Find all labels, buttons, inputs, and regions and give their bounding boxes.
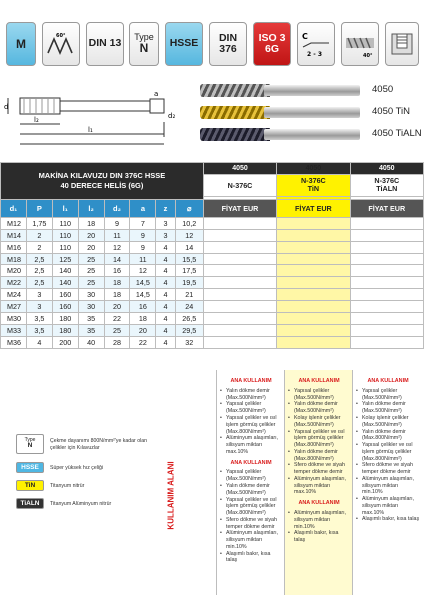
table-cell: M36 <box>1 336 27 348</box>
table-cell: 18 <box>104 277 130 289</box>
table-cell: 32 <box>175 336 203 348</box>
table-row <box>1 217 424 229</box>
tap-label-plain: 4050 <box>372 84 394 95</box>
price-cell <box>350 241 423 253</box>
usage-col-3: ANA KULLANIM • Yapısal çelikler (Max.500N/mm²) • Yalın dökme demir (Max.500N/mm²) • Kolay işlenir çelikler (Max.500N/mm²) • Yalın dökme demir (Max.800N/mm²) • Yapısal çelikler ve ısıl işlem görmüş çelikler (Max.800N/mm²) • Sfero dökme ve siyah temper dökme demir • Alüminyum alaşımları, silisyum miktarı min.10% • Alüminyum alaşımları, silisyum miktarı max.10% • Alaşımlı bakır, kısa talaş <box>356 374 420 523</box>
usage-item: • Kolay işlenir çelikler (Max.500N/mm²) <box>288 415 350 429</box>
table-cell: 4 <box>156 336 175 348</box>
table-cell: 4 <box>156 253 175 265</box>
table-cell: 4 <box>156 289 175 301</box>
table-cell: 11 <box>104 229 130 241</box>
table-cell: 25 <box>78 277 104 289</box>
usage-item: • Alaşımlı bakır, kısa talaş <box>356 516 420 523</box>
table-cell: 1,75 <box>26 217 52 229</box>
svg-text:60°: 60° <box>56 33 66 39</box>
usage-item: • Kolay işlenir çelikler (Max.500N/mm²) <box>356 415 420 429</box>
table-cell: 35 <box>78 313 104 325</box>
usage-item: • Alüminyum alaşımları, silisyum miktarı min.10% <box>288 510 350 530</box>
table-cell: M18 <box>1 253 27 265</box>
table-cell: M30 <box>1 313 27 325</box>
table-cell: 20 <box>104 301 130 313</box>
table-cell: 2 <box>26 241 52 253</box>
table-cell: 10,2 <box>175 217 203 229</box>
table-cell: 4 <box>156 301 175 313</box>
badge-blind-hole-icon <box>385 22 419 66</box>
table-cell: M16 <box>1 241 27 253</box>
table-cell: 19,5 <box>175 277 203 289</box>
table-row <box>1 313 424 325</box>
price-cell <box>350 229 423 241</box>
table-row <box>1 253 424 265</box>
table-cell: 3 <box>26 301 52 313</box>
product-code-3: 4050 <box>350 163 423 175</box>
price-header-2: FİYAT EUR <box>277 199 350 217</box>
legend-text-hsse: Süper yüksek hız çeliği <box>50 465 104 471</box>
table-cell: 3,5 <box>26 313 52 325</box>
usage-item: • Alüminyum alaşımları, silisyum miktarı max.10% <box>288 476 350 496</box>
usage-item: • Alüminyum alaşımları, silisyum miktarı max.10% <box>356 496 420 516</box>
price-cell <box>203 301 276 313</box>
table-cell: 7 <box>130 217 156 229</box>
badge-helix-icon <box>341 22 379 66</box>
price-cell <box>277 241 350 253</box>
price-cell <box>350 301 423 313</box>
table-row <box>1 277 424 289</box>
legend-text-tin: Titanyum nitrür <box>50 483 85 489</box>
table-cell: 29,5 <box>175 324 203 336</box>
table-cell: 14 <box>104 253 130 265</box>
price-header-1: FİYAT EUR <box>203 199 276 217</box>
table-cell: 28 <box>104 336 130 348</box>
table-cell: 125 <box>52 253 78 265</box>
table-cell: 12 <box>175 229 203 241</box>
table-cell: 160 <box>52 289 78 301</box>
table-cell: 21 <box>175 289 203 301</box>
badge-chamfer-c <box>297 22 335 66</box>
price-cell <box>203 229 276 241</box>
price-cell <box>277 217 350 229</box>
table-row <box>1 265 424 277</box>
price-header-3: FİYAT EUR <box>350 199 423 217</box>
table-cell: 9 <box>104 217 130 229</box>
table-cell: 25 <box>104 324 130 336</box>
price-cell <box>203 253 276 265</box>
price-cell <box>203 217 276 229</box>
table-cell: 180 <box>52 313 78 325</box>
product-name-2: N-376C TiN <box>277 174 350 196</box>
table-row <box>1 289 424 301</box>
product-name-1: N-376C <box>203 174 276 196</box>
table-cell: M24 <box>1 289 27 301</box>
badge-din13: DIN 13 <box>86 22 124 66</box>
table-cell: M22 <box>1 277 27 289</box>
legend-text-type-n: Çekme dayanımı 800N/mm²'ye kadar olan çelikler için Kılavuzlar <box>50 438 147 451</box>
col-p: P <box>26 199 52 217</box>
col-drill-icon: ⌀ <box>175 199 203 217</box>
table-cell: 16 <box>104 265 130 277</box>
table-cell: 18 <box>104 289 130 301</box>
price-cell <box>277 253 350 265</box>
usage-area-label: KULLANIM ALANI <box>166 460 176 530</box>
price-cell <box>277 313 350 325</box>
col-z: z <box>156 199 175 217</box>
usage-item: • Yapısal çelikler (Max.500N/mm²) <box>220 469 282 483</box>
price-cell <box>350 313 423 325</box>
table-cell: 110 <box>52 241 78 253</box>
table-cell: 11 <box>130 253 156 265</box>
product-code-1: 4050 <box>203 163 276 175</box>
usage-item: • Yapısal çelikler (Max.500N/mm²) <box>288 388 350 402</box>
table-cell: 20 <box>78 229 104 241</box>
badge-thread-angle-icon <box>42 22 80 66</box>
tap-label-tin: 4050 TiN <box>372 106 411 117</box>
price-cell <box>277 277 350 289</box>
table-cell: 3 <box>26 289 52 301</box>
table-cell: 16 <box>130 301 156 313</box>
price-cell <box>277 289 350 301</box>
tap-dimension-drawing <box>4 82 174 152</box>
usage-item: • Yapısal çelikler ve ısıl işlem görmüş çelikler (Max.800N/mm²) <box>220 497 282 517</box>
table-cell: 20 <box>130 324 156 336</box>
dim-d2: d₂ <box>168 112 176 120</box>
table-cell: 22 <box>130 336 156 348</box>
usage-item: • Yalın dökme demir (Max.500N/mm²) <box>356 401 420 415</box>
table-cell: 3,5 <box>26 324 52 336</box>
legend-hsse: HSSE <box>16 462 44 473</box>
table-cell: 110 <box>52 229 78 241</box>
table-row <box>1 229 424 241</box>
table-cell: 30 <box>78 289 104 301</box>
price-cell <box>277 336 350 348</box>
col-l2: l₂ <box>78 199 104 217</box>
usage-item: • Alaşımlı bakır, kısa talaş <box>220 551 282 565</box>
usage-item: • Yalın dökme demir (Max.500N/mm²) <box>220 388 282 402</box>
usage-item: • Yalın dökme demir (Max.800N/mm²) <box>356 429 420 443</box>
usage-item: • Yapısal çelikler ve ısıl işlem görmüş çelikler (Max.800N/mm²) <box>220 415 282 435</box>
price-cell <box>203 313 276 325</box>
table-cell: 17,5 <box>175 265 203 277</box>
usage-item: • Sfero dökme ve siyah temper dökme demir <box>356 462 420 476</box>
table-cell: 160 <box>52 301 78 313</box>
table-cell: 2,5 <box>26 277 52 289</box>
legend-text-tialn: Titanyum Alüminyum nitrür <box>50 501 112 507</box>
badge-type-n: Type N <box>129 22 159 66</box>
price-cell <box>350 265 423 277</box>
usage-item: • Yapısal çelikler (Max.500N/mm²) <box>356 388 420 402</box>
table-cell: 140 <box>52 265 78 277</box>
table-row <box>1 336 424 348</box>
usage-col-1: ANA KULLANIM • Yalın dökme demir (Max.500N/mm²) • Yapısal çelikler (Max.500N/mm²) • Yapısal çelikler ve ısıl işlem görmüş çelikler (Max.800N/mm²) • Alüminyum alaşımları, silisyum miktarı max.10% ANA KULLANIM • Yapısal çelikler (Max.500N/mm²) • Yalın dökme demir (Max.500N/mm²) • Yapısal çelikler ve ısıl işlem görmüş çelikler (Max.800N/mm²) • Sfero dökme ve siyah temper dökme demir • Alüminyum alaşımları, silisyum miktarı min.10% • Alaşımlı bakır, kısa talaş <box>220 374 282 564</box>
table-cell: 25 <box>78 265 104 277</box>
usage-item: • Yapısal çelikler ve ısıl işlem görmüş çelikler (Max.800N/mm²) <box>356 442 420 462</box>
usage-item: • Alaşımlı bakır, kısa talaş <box>288 530 350 544</box>
price-cell <box>350 336 423 348</box>
table-cell: 9 <box>130 229 156 241</box>
table-cell: M27 <box>1 301 27 313</box>
usage-item: • Yalın dökme demir (Max.800N/mm²) <box>288 449 350 463</box>
legend-tin: TiN <box>16 480 44 491</box>
table-cell: 140 <box>52 277 78 289</box>
table-cell: 25 <box>78 253 104 265</box>
price-cell <box>203 289 276 301</box>
table-cell: 18 <box>78 217 104 229</box>
usage-item: • Alüminyum alaşımları, silisyum miktarı min.10% <box>356 476 420 496</box>
table-cell: 24 <box>175 301 203 313</box>
dim-d: d <box>4 103 9 111</box>
usage-col-2: ANA KULLANIM • Yapısal çelikler (Max.500N/mm²) • Yalın dökme demir (Max.500N/mm²) • Kolay işlenir çelikler (Max.500N/mm²) • Yapısal çelikler ve ısıl işlem görmüş çelikler (Max.800N/mm²) • Yalın dökme demir (Max.800N/mm²) • Sfero dökme ve siyah temper dökme demir • Alüminyum alaşımları, silisyum miktarı max.10% ANA KULLANIM • Alüminyum alaşımları, silisyum miktarı min.10% • Alaşımlı bakır, kısa talaş <box>288 374 350 544</box>
table-row <box>1 324 424 336</box>
table-cell: 40 <box>78 336 104 348</box>
usage-item: • Yalın dökme demir (Max.500N/mm²) <box>288 401 350 415</box>
table-cell: 200 <box>52 336 78 348</box>
tap-image-tialn <box>200 128 360 141</box>
usage-item: • Sfero dökme ve siyah temper dökme demir <box>288 462 350 476</box>
table-row <box>1 301 424 313</box>
price-cell <box>203 336 276 348</box>
table-cell: 22 <box>104 313 130 325</box>
table-cell: 180 <box>52 324 78 336</box>
svg-text:40°: 40° <box>363 53 373 59</box>
price-cell <box>350 217 423 229</box>
table-cell: 4 <box>26 336 52 348</box>
badge-metric: M <box>6 22 36 66</box>
table-cell: 14 <box>175 241 203 253</box>
svg-text:2 - 3: 2 - 3 <box>307 51 323 58</box>
table-cell: 2,5 <box>26 253 52 265</box>
dim-l2: l₂ <box>34 116 39 124</box>
tap-image-tin <box>200 106 360 119</box>
dim-l1: l₁ <box>88 126 93 134</box>
col-d1: d₁ <box>1 199 27 217</box>
usage-item: • Yapısal çelikler ve ısıl işlem görmüş çelikler (Max.800N/mm²) <box>288 429 350 449</box>
table-cell: 110 <box>52 217 78 229</box>
table-row <box>1 241 424 253</box>
table-cell: 2,5 <box>26 265 52 277</box>
price-cell <box>350 253 423 265</box>
table-cell: 35 <box>78 324 104 336</box>
tap-label-tialn: 4050 TiALN <box>372 128 422 139</box>
badge-hsse: HSSE <box>165 22 203 66</box>
usage-item: • Yalın dökme demir (Max.500N/mm²) <box>220 483 282 497</box>
badge-iso-6g: ISO 3 6G <box>253 22 291 66</box>
usage-item: • Alüminyum alaşımları, silisyum miktarı min.10% <box>220 530 282 550</box>
svg-text:C: C <box>302 32 308 41</box>
price-cell <box>277 301 350 313</box>
price-cell <box>203 324 276 336</box>
price-cell <box>350 289 423 301</box>
price-cell <box>350 324 423 336</box>
usage-item: • Yapısal çelikler (Max.500N/mm²) <box>220 401 282 415</box>
table-cell: 14,5 <box>130 289 156 301</box>
table-cell: 26,5 <box>175 313 203 325</box>
dim-a: a <box>154 90 159 98</box>
product-table <box>0 162 424 349</box>
table-cell: 20 <box>78 241 104 253</box>
col-d2: d₂ <box>104 199 130 217</box>
table-cell: 2 <box>26 229 52 241</box>
legend-tialn: TiALN <box>16 498 44 509</box>
usage-item: • Sfero dökme ve siyah temper dökme demir <box>220 517 282 531</box>
price-cell <box>203 241 276 253</box>
table-cell: 9 <box>130 241 156 253</box>
product-code-2: 4050 <box>277 163 350 175</box>
price-cell <box>277 265 350 277</box>
table-cell: M20 <box>1 265 27 277</box>
table-title: MAKİNA KILAVUZU DIN 376C HSSE 40 DERECE HELİS (6G) <box>1 163 204 200</box>
product-name-3: N-376C TiALN <box>350 174 423 196</box>
price-cell <box>203 265 276 277</box>
badge-din376: DIN 376 <box>209 22 247 66</box>
table-cell: 3 <box>156 217 175 229</box>
price-cell <box>277 229 350 241</box>
tap-image-plain <box>200 84 360 97</box>
table-cell: M12 <box>1 217 27 229</box>
usage-item: • Alüminyum alaşımları, silisyum miktarı max.10% <box>220 435 282 455</box>
table-cell: M14 <box>1 229 27 241</box>
table-cell: 15,5 <box>175 253 203 265</box>
table-cell: M33 <box>1 324 27 336</box>
col-l1: l₁ <box>52 199 78 217</box>
price-cell <box>277 324 350 336</box>
table-cell: 12 <box>104 241 130 253</box>
table-cell: 4 <box>156 265 175 277</box>
table-cell: 18 <box>130 313 156 325</box>
price-cell <box>350 277 423 289</box>
table-cell: 4 <box>156 313 175 325</box>
table-cell: 4 <box>156 324 175 336</box>
table-cell: 12 <box>130 265 156 277</box>
legend-type-n: Type N <box>16 434 44 454</box>
table-cell: 3 <box>156 229 175 241</box>
table-cell: 4 <box>156 241 175 253</box>
price-cell <box>203 277 276 289</box>
table-cell: 30 <box>78 301 104 313</box>
table-cell: 14,5 <box>130 277 156 289</box>
table-cell: 4 <box>156 277 175 289</box>
col-a: a <box>130 199 156 217</box>
